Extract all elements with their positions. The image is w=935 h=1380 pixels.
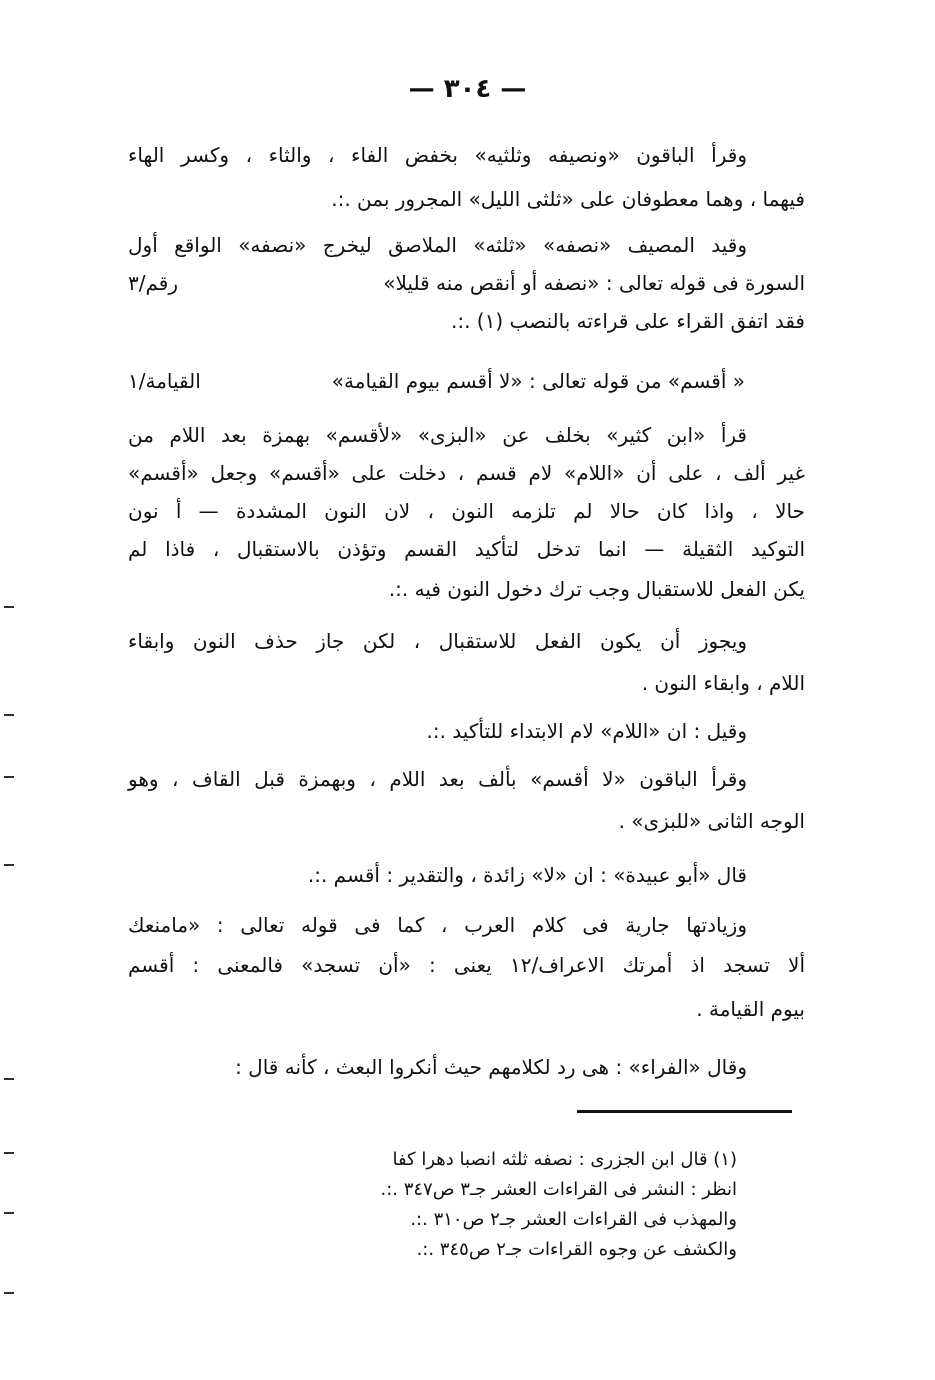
section-heading — [128, 366, 805, 400]
section-heading-reference: القيامة/١ — [128, 369, 201, 393]
footnote-line-4: والكشف عن وجوه القراءات جـ٢ ص٣٤٥ .:. — [416, 1239, 737, 1260]
paragraph-3-line-1: قرأ «ابن كثير» بخلف عن «البزى» «لأقسم» بهمزة بعد اللام من — [128, 423, 747, 447]
scan-margin-mark — [4, 1078, 14, 1080]
verse-reference: رقم/٣ — [128, 271, 179, 295]
paragraph-2-line-3: فقد اتفق القراء على قراءته بالنصب (١) .:. — [450, 309, 805, 333]
paragraph-4-line-1: ويجوز أن يكون الفعل للاستقبال ، لكن جاز حذف النون وابقاء — [128, 629, 747, 653]
scan-margin-mark — [4, 606, 14, 608]
paragraph-1-line-1: وقرأ الباقون «ونصيفه وثلثيه» بخفض الفاء ، والثاء ، وكسر الهاء — [128, 143, 747, 167]
paragraph-2-line-2-text: السورة فى قوله تعالى : «نصفه أو أنقص منه قليلا» — [383, 271, 805, 295]
paragraph-9-line-1: وقال «الفراء» : هى رد لكلامهم حيث أنكروا البعث ، كأنه قال : — [235, 1055, 747, 1079]
paragraph-4-line-2: اللام ، وابقاء النون . — [641, 671, 805, 695]
paragraph-3-line-3: حالا ، واذا كان حالا لم تلزمه النون ، لان النون المشددة — أ نون — [128, 499, 805, 523]
footnote-line-2: انظر : النشر فى القراءات العشر جـ٣ ص٣٤٧ .:. — [380, 1179, 737, 1200]
paragraph-3-line-5: يكن الفعل للاستقبال وجب ترك دخول النون فيه .:. — [388, 577, 805, 601]
scan-margin-mark — [4, 714, 14, 716]
paragraph-8-line-2: ألا تسجد اذ أمرتك الاعراف/١٢ يعنى : «أن تسجد» فالمعنى : أقسم — [128, 953, 806, 977]
paragraph-2-line-2 — [128, 268, 805, 302]
footnote-line-3: والمهذب فى القراءات العشر جـ٢ ص٣١٠ .:. — [410, 1209, 737, 1230]
footnote-line-1: (١) قال ابن الجزرى : نصفه ثلثه انصبا دهرا كفا — [392, 1149, 737, 1170]
footnote-separator — [577, 1110, 792, 1113]
paragraph-7-line-1: قال «أبو عبيدة» : ان «لا» زائدة ، والتقدير : أقسم .:. — [307, 863, 747, 887]
paragraph-1-line-2: فيهما ، وهما معطوفان على «ثلثى الليل» المجرور بمن .:. — [331, 187, 805, 211]
scan-margin-mark — [4, 776, 14, 778]
paragraph-8-line-1: وزيادتها جارية فى كلام العرب ، كما فى قوله تعالى : «مامنعك — [128, 913, 747, 937]
section-heading-text: « أقسم» من قوله تعالى : «لا أقسم بيوم القيامة» — [331, 369, 745, 393]
paragraph-6-line-1: وقرأ الباقون «لا أقسم» بألف بعد اللام ، وبهمزة قبل القاف ، وهو — [128, 767, 747, 791]
paragraph-3-line-4: التوكيد الثقيلة — انما تدخل لتأكيد القسم وتؤذن بالاستقبال ، فاذا لم — [128, 537, 805, 561]
paragraph-8-line-3: بيوم القيامة . — [696, 997, 805, 1021]
paragraph-5-line-1: وقيل : ان «اللام» لام الابتداء للتأكيد .:. — [426, 719, 747, 743]
paragraph-3-line-2: غير ألف ، على أن «اللام» لام قسم ، دخلت على «أقسم» وجعل «أقسم» — [128, 461, 805, 485]
paragraph-2-line-1: وقيد المصيف «نصفه» «ثلثه» الملاصق ليخرج «نصفه» الواقع أول — [128, 233, 747, 257]
scan-margin-mark — [4, 1292, 14, 1294]
page-number: — ٣٠٤ — — [408, 74, 527, 104]
paragraph-6-line-2: الوجه الثانى «للبزى» . — [618, 809, 805, 833]
scan-margin-mark — [4, 1212, 14, 1214]
scan-margin-mark — [4, 1152, 14, 1154]
scan-margin-mark — [4, 864, 14, 866]
